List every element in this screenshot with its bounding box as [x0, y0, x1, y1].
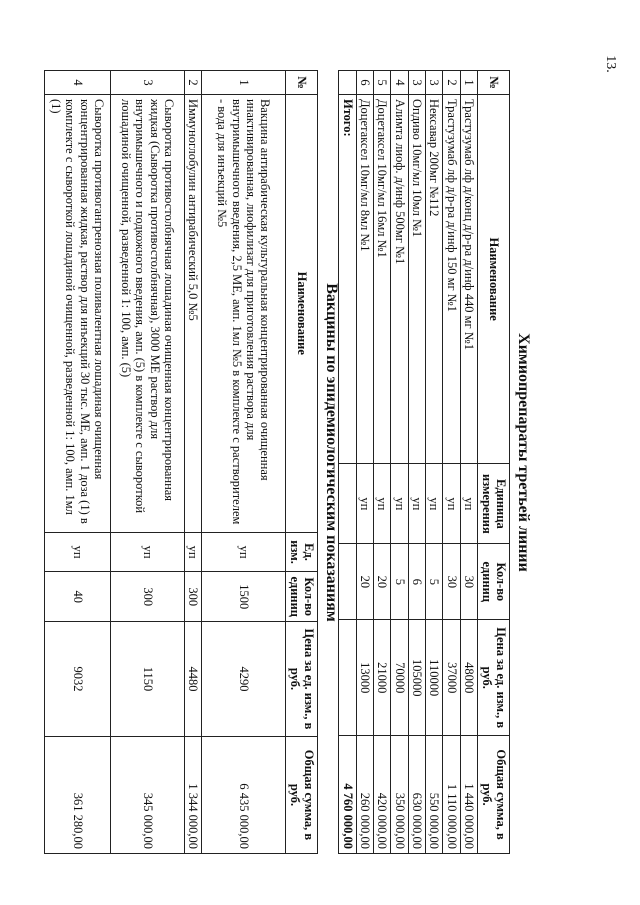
vaccine-table — [44, 70, 318, 854]
vaccine-section-title: Вакцины по эпидемиологическим показаниям — [323, 283, 340, 622]
row-unit: уп — [356, 464, 373, 544]
row-total: 1 440 000,00 — [460, 736, 477, 854]
col-name-header: Наименование — [478, 94, 510, 463]
row-number: 3 — [110, 71, 184, 95]
row-name: Доцетаксел 10мг/мл 16мл №1 — [374, 94, 391, 463]
row-price: 70000 — [391, 620, 408, 736]
row-number: 5 — [374, 71, 391, 95]
chemo-total-label: Итого: — [339, 94, 356, 463]
chemo-row — [356, 71, 373, 854]
page-number: 13. — [602, 55, 618, 73]
row-number: 3 — [408, 71, 425, 95]
row-unit: уп — [110, 532, 184, 572]
row-qty: 300 — [110, 572, 184, 622]
row-number: 2 — [184, 71, 201, 95]
row-total: 630 000,00 — [408, 736, 425, 854]
row-qty: 40 — [44, 572, 110, 622]
row-total: 350 000,00 — [391, 736, 408, 854]
row-number: 1 — [460, 71, 477, 95]
row-unit: уп — [408, 464, 425, 544]
row-number: 3 — [426, 71, 443, 95]
row-price: 48000 — [460, 620, 477, 736]
row-name: Сыворотка противогангренозная поливалентная лошадиная очищенная концентрированная жидкая, раствор для инъекций 30 тыс. МЕ, амп. 1 доза (1) в комплекте с сывороткой лошадиной очищенной, разведенной 1: 100, амп. 1мл (1) — [44, 94, 110, 532]
row-name: Вакцина антирабическая культуральная концентрированная очищенная инактивированная, лиофилизат для приготовления раствора для внутримышечного введения, 2,5 МЕ, амп. 1мл №5 в комплекте с растворителем - вода для инъекций №5 — [202, 94, 286, 532]
vac-col-name-header: Наименование — [286, 94, 318, 532]
col-number-header: № — [478, 71, 510, 95]
row-price: 105000 — [408, 620, 425, 736]
row-total: 550 000,00 — [426, 736, 443, 854]
row-unit: уп — [426, 464, 443, 544]
row-price: 21000 — [374, 620, 391, 736]
row-total: 345 000,00 — [110, 736, 184, 853]
chemo-row — [443, 71, 460, 854]
row-unit: уп — [374, 464, 391, 544]
row-total: 361 280,00 — [44, 736, 110, 853]
row-price: 9032 — [44, 622, 110, 737]
row-total: 1 110 000,00 — [443, 736, 460, 854]
row-name: Иммуноглобулин антирабический 5,0 №5 — [184, 94, 201, 532]
row-unit: уп — [443, 464, 460, 544]
row-name: Трастузумаб лф д/р-ра д/инф 150 мг №1 — [443, 94, 460, 463]
chemo-row — [460, 71, 477, 854]
row-name: Алимта лиоф. д/инф 500мг №1 — [391, 94, 408, 463]
row-name: Сыворотка противостолбнячная лошадиная очищенная концентрированная жидкая (Сыворотка противостолбнячная), 3000 МЕ раствор для внутримышечного и подкожного введения, амп. (5) в комплекте с сывороткой лошадиной очищенной, разведенной 1: 100, амп. (5) — [110, 94, 184, 532]
chemo-section-title: Химиопрепараты третьей линии — [515, 333, 532, 572]
chemo-row — [426, 71, 443, 854]
chemo-row — [391, 71, 408, 854]
row-number: 6 — [356, 71, 373, 95]
row-unit: уп — [391, 464, 408, 544]
chemo-row — [408, 71, 425, 854]
vaccine-row — [202, 71, 286, 854]
chemo-header-row — [478, 71, 510, 854]
row-number: 4 — [44, 71, 110, 95]
row-total: 6 435 000,00 — [202, 736, 286, 853]
vac-col-number-header: № — [286, 71, 318, 95]
vac-col-unit-header: Ед. изм. — [286, 532, 318, 572]
row-unit: уп — [44, 532, 110, 572]
chemo-total-row — [339, 71, 356, 854]
row-price: 4290 — [202, 622, 286, 737]
row-price: 110000 — [426, 620, 443, 736]
vaccine-row — [184, 71, 201, 854]
row-name: Нексавар 200мг №112 — [426, 94, 443, 463]
vac-col-qty-header: Кол-во единиц — [286, 572, 318, 622]
row-total: 420 000,00 — [374, 736, 391, 854]
row-number: 4 — [391, 71, 408, 95]
row-name: Доцетаксел 10мг/мл 8мл №1 — [356, 94, 373, 463]
row-total: 1 344 000,00 — [184, 736, 201, 853]
row-price: 4480 — [184, 622, 201, 737]
col-price-header: Цена за ед. изм., в руб. — [478, 620, 510, 736]
row-qty: 20 — [356, 544, 373, 620]
row-qty: 1500 — [202, 572, 286, 622]
row-name: Трастузумаб лф д/конц д/р-ра д/инф 440 мг №1 — [460, 94, 477, 463]
row-qty: 300 — [184, 572, 201, 622]
chemo-table — [338, 70, 510, 854]
col-qty-header: Кол-во единиц — [478, 544, 510, 620]
row-qty: 30 — [443, 544, 460, 620]
row-total: 260 000,00 — [356, 736, 373, 854]
row-price: 1150 — [110, 622, 184, 737]
col-total-header: Общая сумма, в руб. — [478, 736, 510, 854]
row-unit: уп — [202, 532, 286, 572]
row-qty: 20 — [374, 544, 391, 620]
row-number: 2 — [443, 71, 460, 95]
chemo-total-value: 4 760 000,00 — [339, 736, 356, 854]
vaccine-row — [110, 71, 184, 854]
row-qty: 5 — [391, 544, 408, 620]
row-qty: 5 — [426, 544, 443, 620]
row-qty: 30 — [460, 544, 477, 620]
row-qty: 6 — [408, 544, 425, 620]
vac-col-total-header: Общая сумма, в руб. — [286, 736, 318, 853]
vac-col-price-header: Цена за ед. изм., в руб. — [286, 622, 318, 737]
row-unit: уп — [184, 532, 201, 572]
col-unit-header: Единица измерения — [478, 464, 510, 544]
row-name: Опдиво 10мг/мл 10мл №1 — [408, 94, 425, 463]
row-number: 1 — [202, 71, 286, 95]
row-unit: уп — [460, 464, 477, 544]
vaccine-header-row — [286, 71, 318, 854]
chemo-row — [374, 71, 391, 854]
row-price: 13000 — [356, 620, 373, 736]
vaccine-row — [44, 71, 110, 854]
row-price: 37000 — [443, 620, 460, 736]
